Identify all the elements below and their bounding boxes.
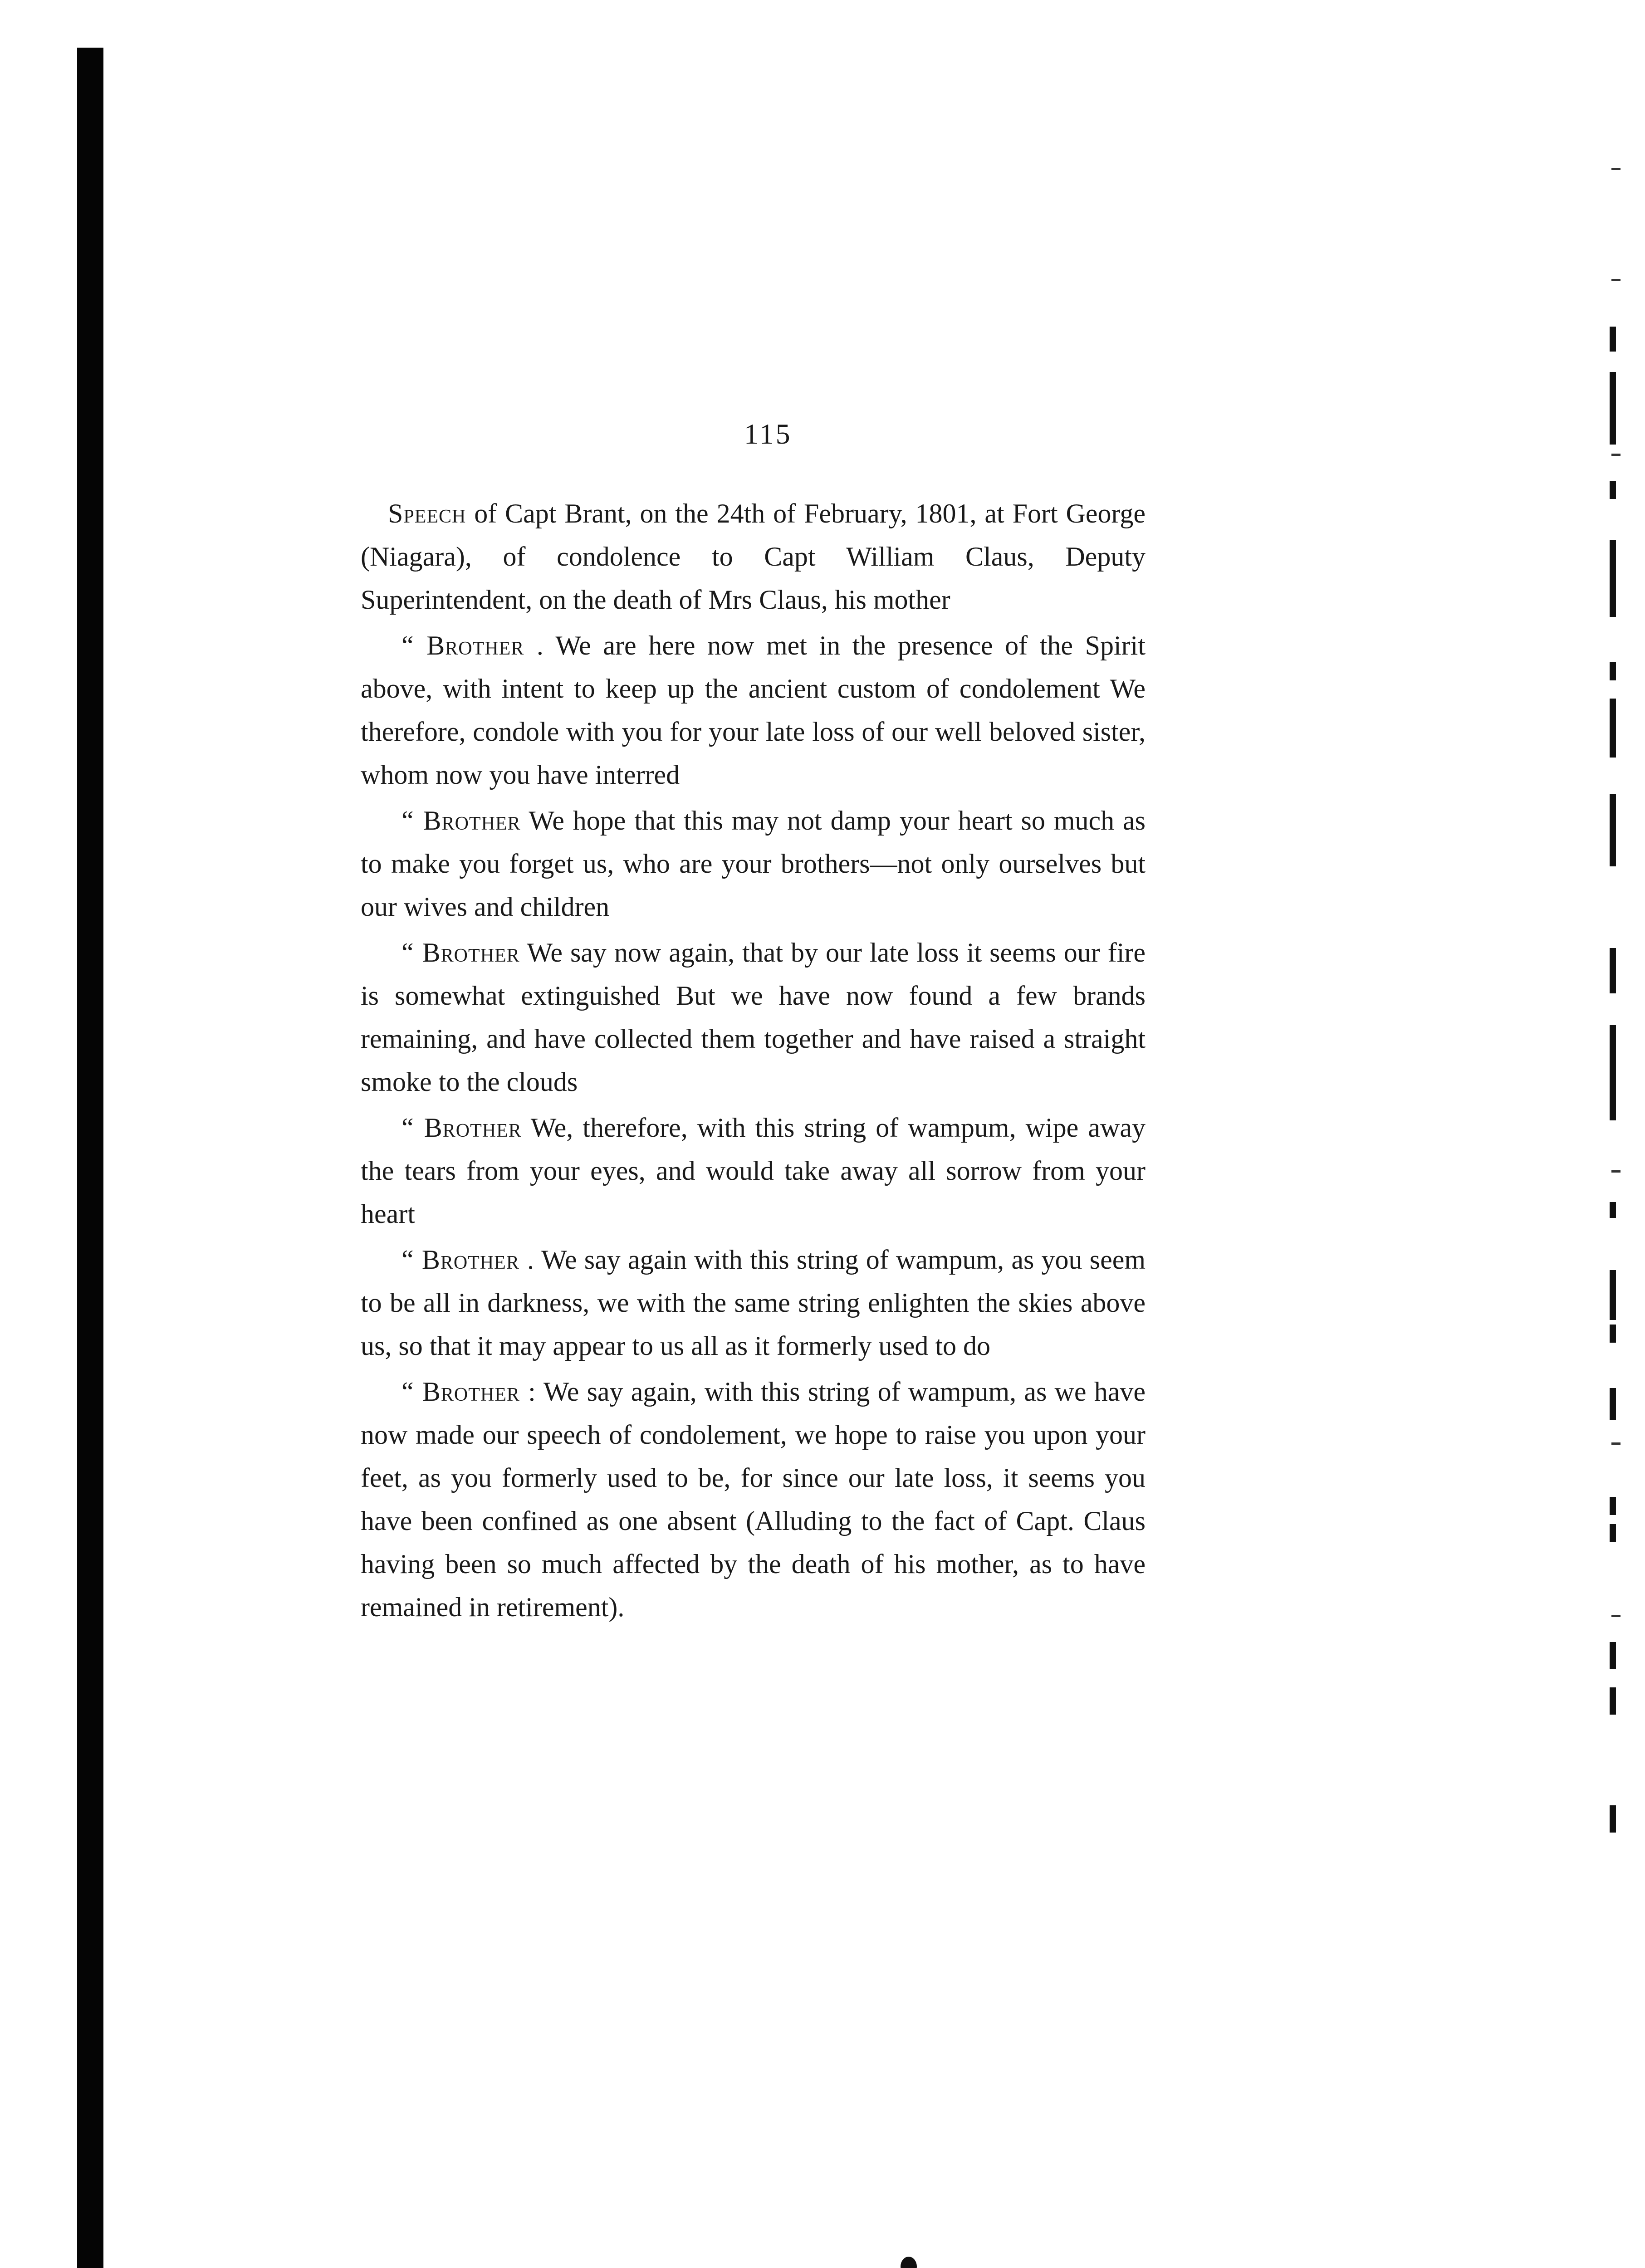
- paragraph: [361, 931, 1146, 1104]
- paragraph-body: We say now again, that by our late loss it seems our fire is somewhat extinguished But we have now found a few brands remaining, and have collected them together and have raised a straight smoke to the clouds: [361, 938, 1146, 1097]
- binding-edge: [77, 48, 103, 2268]
- paragraph: [361, 1238, 1146, 1368]
- scan-dash-mark: [1611, 454, 1621, 456]
- scan-edge-mark: [1610, 1202, 1616, 1218]
- scan-edge-mark: [1610, 1270, 1616, 1320]
- scan-dash-mark: [1611, 1170, 1621, 1173]
- scan-edge-mark: [1610, 372, 1616, 445]
- paragraph-body: We hope that this may not damp your heart so much as to make you forget us, who are your brothers—not only ourselves but our wives and children: [361, 806, 1146, 922]
- scan-edge-mark: [1610, 1642, 1616, 1669]
- paragraph-body: of Capt Brant, on the 24th of February, 1801, at Fort George (Niagara), of condolence to Capt William Claus, Deputy Superintendent, on the death of Mrs Claus, his mother: [361, 499, 1146, 615]
- scan-edge-mark: [1610, 794, 1616, 866]
- paragraph-lead: “ Brother :: [401, 1377, 536, 1407]
- ink-blot: [901, 2257, 917, 2268]
- scan-edge-mark: [1610, 540, 1616, 617]
- paragraph-body: We are here now met in the presence of the Spirit above, with intent to keep up the ancient custom of condolement We therefore, condole with you for your late loss of our well beloved sister, whom now you have interred: [361, 631, 1146, 790]
- scan-edge-mark: [1610, 1497, 1616, 1515]
- scan-edge-mark: [1610, 1687, 1616, 1715]
- paragraph-lead: “ Brother .: [401, 631, 544, 660]
- paragraph: [361, 492, 1146, 621]
- scan-edge-mark: [1610, 1025, 1616, 1120]
- scan-dash-mark: [1611, 1615, 1621, 1617]
- scan-edge-mark: [1610, 1388, 1616, 1420]
- paragraph-lead: “ Brother: [401, 1113, 522, 1143]
- scan-edge-mark: [1610, 948, 1616, 993]
- page-number: 115: [744, 418, 792, 450]
- scan-edge-mark: [1610, 662, 1616, 680]
- scan-dash-mark: [1611, 1442, 1621, 1445]
- paragraph: [361, 1370, 1146, 1629]
- paragraph: [361, 624, 1146, 797]
- paragraph-lead: “ Brother: [401, 806, 521, 836]
- speech-text: [361, 492, 1146, 1632]
- scan-dash-mark: [1611, 168, 1621, 170]
- paragraph-lead: “ Brother .: [401, 1245, 535, 1275]
- paragraph-lead: Speech: [388, 499, 466, 528]
- paragraph: [361, 1106, 1146, 1236]
- scan-edge-mark: [1610, 1805, 1616, 1833]
- scan-edge-mark: [1610, 327, 1616, 352]
- scan-dash-mark: [1611, 279, 1621, 281]
- scan-edge-mark: [1610, 1325, 1616, 1343]
- paragraph-body: We say again with this string of wampum, as you seem to be all in darkness, we with the same string enlighten the skies above us, so that it may appear to us all as it formerly used to do: [361, 1245, 1146, 1361]
- scan-edge-mark: [1610, 1524, 1616, 1542]
- paragraph-body: We say again, with this string of wampum, as we have now made our speech of condolement, we hope to raise you upon your feet, as you formerly used to be, for since our late loss, it seems you have been confined as one absent (Alluding to the fact of Capt. Claus having been so much affected by the death of his mother, as to have remained in retirement).: [361, 1377, 1146, 1622]
- paragraph-body: We, therefore, with this string of wampum, wipe away the tears from your eyes, and would take away all sorrow from your heart: [361, 1113, 1146, 1229]
- scan-edge-mark: [1610, 481, 1616, 499]
- paragraph-lead: “ Brother: [401, 938, 520, 968]
- paragraph: [361, 799, 1146, 929]
- scan-edge-mark: [1610, 699, 1616, 758]
